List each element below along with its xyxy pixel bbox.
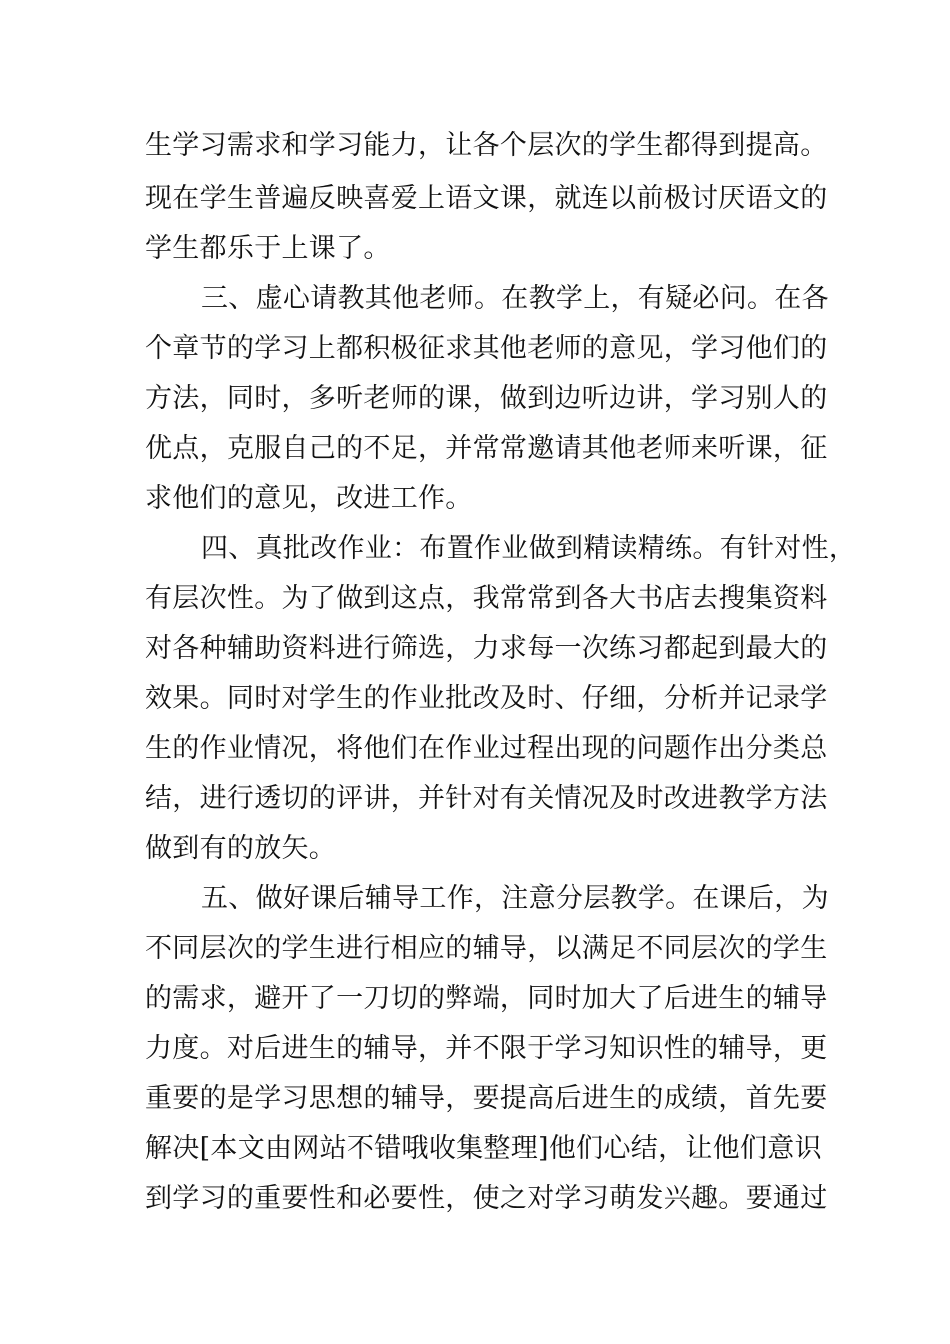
text-line: 对各种辅助资料进行筛选，力求每一次练习都起到最大的 xyxy=(145,633,828,664)
text-line: 学生都乐于上课了。 xyxy=(145,233,391,264)
text-line: 个章节的学习上都积极征求其他老师的意见，学习他们的 xyxy=(145,333,828,364)
text-line: 到学习的重要性和必要性，使之对学习萌发兴趣。要通过 xyxy=(145,1183,828,1214)
text-line: 力度。对后进生的辅导，并不限于学习知识性的辅导，更 xyxy=(145,1033,828,1064)
paragraph-first-line: 三、虚心请教其他老师。在教学上，有疑必问。在各 xyxy=(201,283,829,314)
text-line: 有层次性。为了做到这点，我常常到各大书店去搜集资料 xyxy=(145,583,828,614)
text-line: 结，进行透切的评讲，并针对有关情况及时改进教学方法 xyxy=(145,783,828,814)
text-line: 效果。同时对学生的作业批改及时、仔细，分析并记录学 xyxy=(145,683,828,714)
text-line: 生的作业情况，将他们在作业过程出现的问题作出分类总 xyxy=(145,733,828,764)
paragraph-first-line: 四、真批改作业：布置作业做到精读精练。有针对性， xyxy=(201,533,857,564)
text-line: 求他们的意见，改进工作。 xyxy=(145,483,473,514)
text-line: 重要的是学习思想的辅导，要提高后进生的成绩，首先要 xyxy=(145,1083,828,1114)
text-line: 解决[本文由网站不错哦收集整理]他们心结，让他们意识 xyxy=(145,1133,822,1164)
text-line: 现在学生普遍反映喜爱上语文课，就连以前极讨厌语文的 xyxy=(145,183,828,214)
paragraph-first-line: 五、做好课后辅导工作，注意分层教学。在课后，为 xyxy=(201,883,829,914)
text-line: 做到有的放矢。 xyxy=(145,833,337,864)
text-line: 优点，克服自己的不足，并常常邀请其他老师来听课，征 xyxy=(145,433,828,464)
text-line: 不同层次的学生进行相应的辅导，以满足不同层次的学生 xyxy=(145,933,828,964)
text-line: 生学习需求和学习能力，让各个层次的学生都得到提高。 xyxy=(145,130,828,161)
text-line: 的需求，避开了一刀切的弊端，同时加大了后进生的辅导 xyxy=(145,983,828,1014)
text-line: 方法，同时，多听老师的课，做到边听边讲，学习别人的 xyxy=(145,383,828,414)
